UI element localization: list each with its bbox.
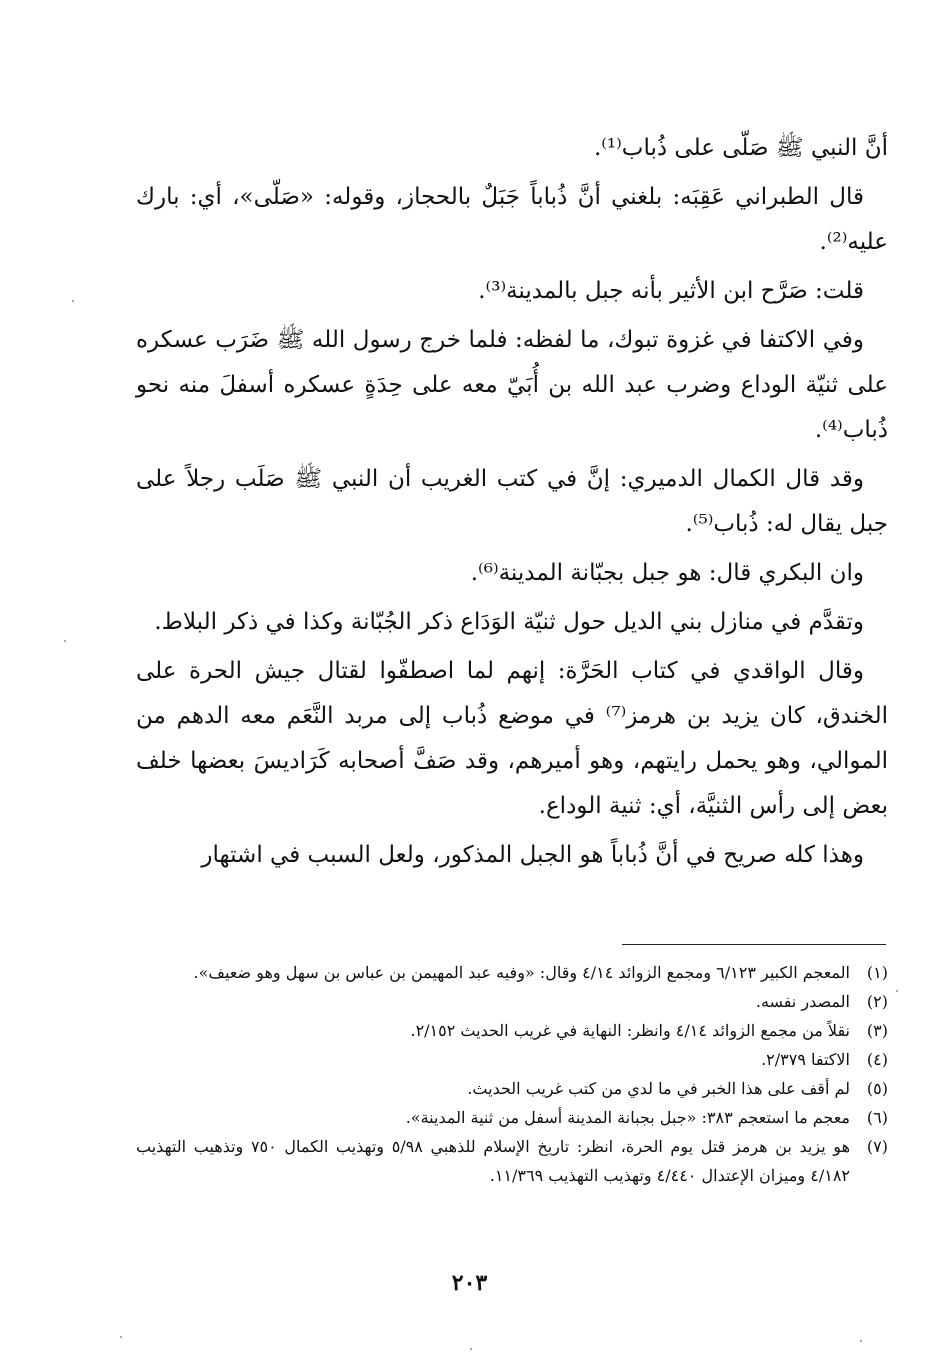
footnote-text: نقلاً من مجمع الزوائد ٤/١٤ وانظر: النهاية في غريب الحديث ٢/١٥٢. <box>410 1021 850 1040</box>
footnote-text: هو يزيد بن هرمز قتل يوم الحرة، انظر: تاريخ الإسلام للذهبي ٥/٩٨ وتهذيب الكمال ٧٥٠ وتذهيب التهذيب ٤/١٨٢ وميزان الإعتدال ٤/٤٤٠ وتهذيب التهذيب ١١/٣٦٩. <box>136 1137 851 1185</box>
main-text <box>136 126 888 882</box>
footnote-1 <box>136 958 888 987</box>
scan-speck <box>896 990 898 992</box>
footnote-number: (٢) <box>866 992 888 1011</box>
footnote-6 <box>136 1103 888 1132</box>
footnote-4 <box>136 1045 888 1074</box>
scan-speck <box>860 1340 862 1342</box>
scan-speck <box>64 640 66 642</box>
footnote-separator <box>622 944 886 945</box>
footnote-7 <box>136 1132 888 1190</box>
page-number: ٢٠٣ <box>451 1270 488 1296</box>
footnote-2 <box>136 987 888 1016</box>
paragraph-1: أنَّ النبي ﷺ صَلّى على ذُباب⁽¹⁾. <box>593 135 888 161</box>
footnotes <box>136 958 888 1190</box>
scan-speck <box>120 1336 122 1338</box>
scan-speck <box>470 1348 472 1350</box>
footnote-number: (٥) <box>866 1079 888 1098</box>
footnote-text: معجم ما استعجم ٣٨٣: «جبل بجبانة المدينة أسفل من ثنية المدينة». <box>405 1108 850 1127</box>
paragraph-9: وهذا كله صريح في أنَّ ذُباباً هو الجبل المذكور، ولعل السبب في اشتهار <box>201 842 864 868</box>
paragraph-5: وقد قال الكمال الدميري: إنَّ في كتب الغريب أن النبي ﷺ صَلَب رجلاً على جبل يقال له: ذُباب⁽⁵⁾. <box>136 466 888 537</box>
paragraph-8: وقال الواقدي في كتاب الحَرَّة: إنهم لما اصطفّوا لقتال جيش الحرة على الخندق، كان يزيد بن هرمز⁽⁷⁾ في موضع ذُباب إلى مربد النَّعَم معه الدهم من الموالي، وهو يحمل رايتهم، وهو أميرهم، وقد صَفَّ أصحابه كَرَاديسَ بعضها خلف بعض إلى رأس الثنيَّة، أي: ثنية الوداع. <box>136 658 889 819</box>
footnote-text: الاكتفا ٢/٣٧٩. <box>761 1050 850 1069</box>
footnote-text: المصدر نفسه. <box>755 992 850 1011</box>
scan-speck <box>72 300 74 302</box>
paragraph-7: وتقدَّم في منازل بني الديل حول ثنيّة الوَدَاع ذكر الجُبّانة وكذا في ذكر البلاط. <box>154 609 864 635</box>
footnote-text: المعجم الكبير ٦/١٢٣ ومجمع الزوائد ٤/١٤ وقال: «وفيه عبد المهيمن بن عباس بن سهل وهو ضعيف». <box>193 963 850 982</box>
footnote-number: (٣) <box>866 1021 888 1040</box>
footnote-number: (٤) <box>866 1050 888 1069</box>
paragraph-3: قلت: صَرَّح ابن الأثير بأنه جبل بالمدينة⁽³⁾. <box>478 278 864 304</box>
footnote-5 <box>136 1074 888 1103</box>
footnote-3 <box>136 1016 888 1045</box>
footnote-number: (٦) <box>866 1108 888 1127</box>
paragraph-2: قال الطبراني عَقِبَه: بلغني أنَّ ذُباباً جَبَلٌ بالحجاز، وقوله: «صَلّى»، أي: بارك عليه⁽²⁾. <box>136 184 888 255</box>
paragraph-6: وان البكري قال: هو جبل بجبّانة المدينة⁽⁶⁾. <box>470 560 864 586</box>
footnote-number: (١) <box>866 963 888 982</box>
footnote-text: لم أقف على هذا الخبر في ما لدي من كتب غريب الحديث. <box>467 1079 850 1098</box>
paragraph-4: وفي الاكتفا في غزوة تبوك، ما لفظه: فلما خرج رسول الله ﷺ ضَرَب عسكره على ثنيّة الوداع وضرب عبد الله بن أُبَيّ معه على حِدَةٍ عسكره أسفلَ منه نحو ذُباب⁽⁴⁾. <box>136 327 888 443</box>
footnote-number: (٧) <box>866 1137 888 1156</box>
